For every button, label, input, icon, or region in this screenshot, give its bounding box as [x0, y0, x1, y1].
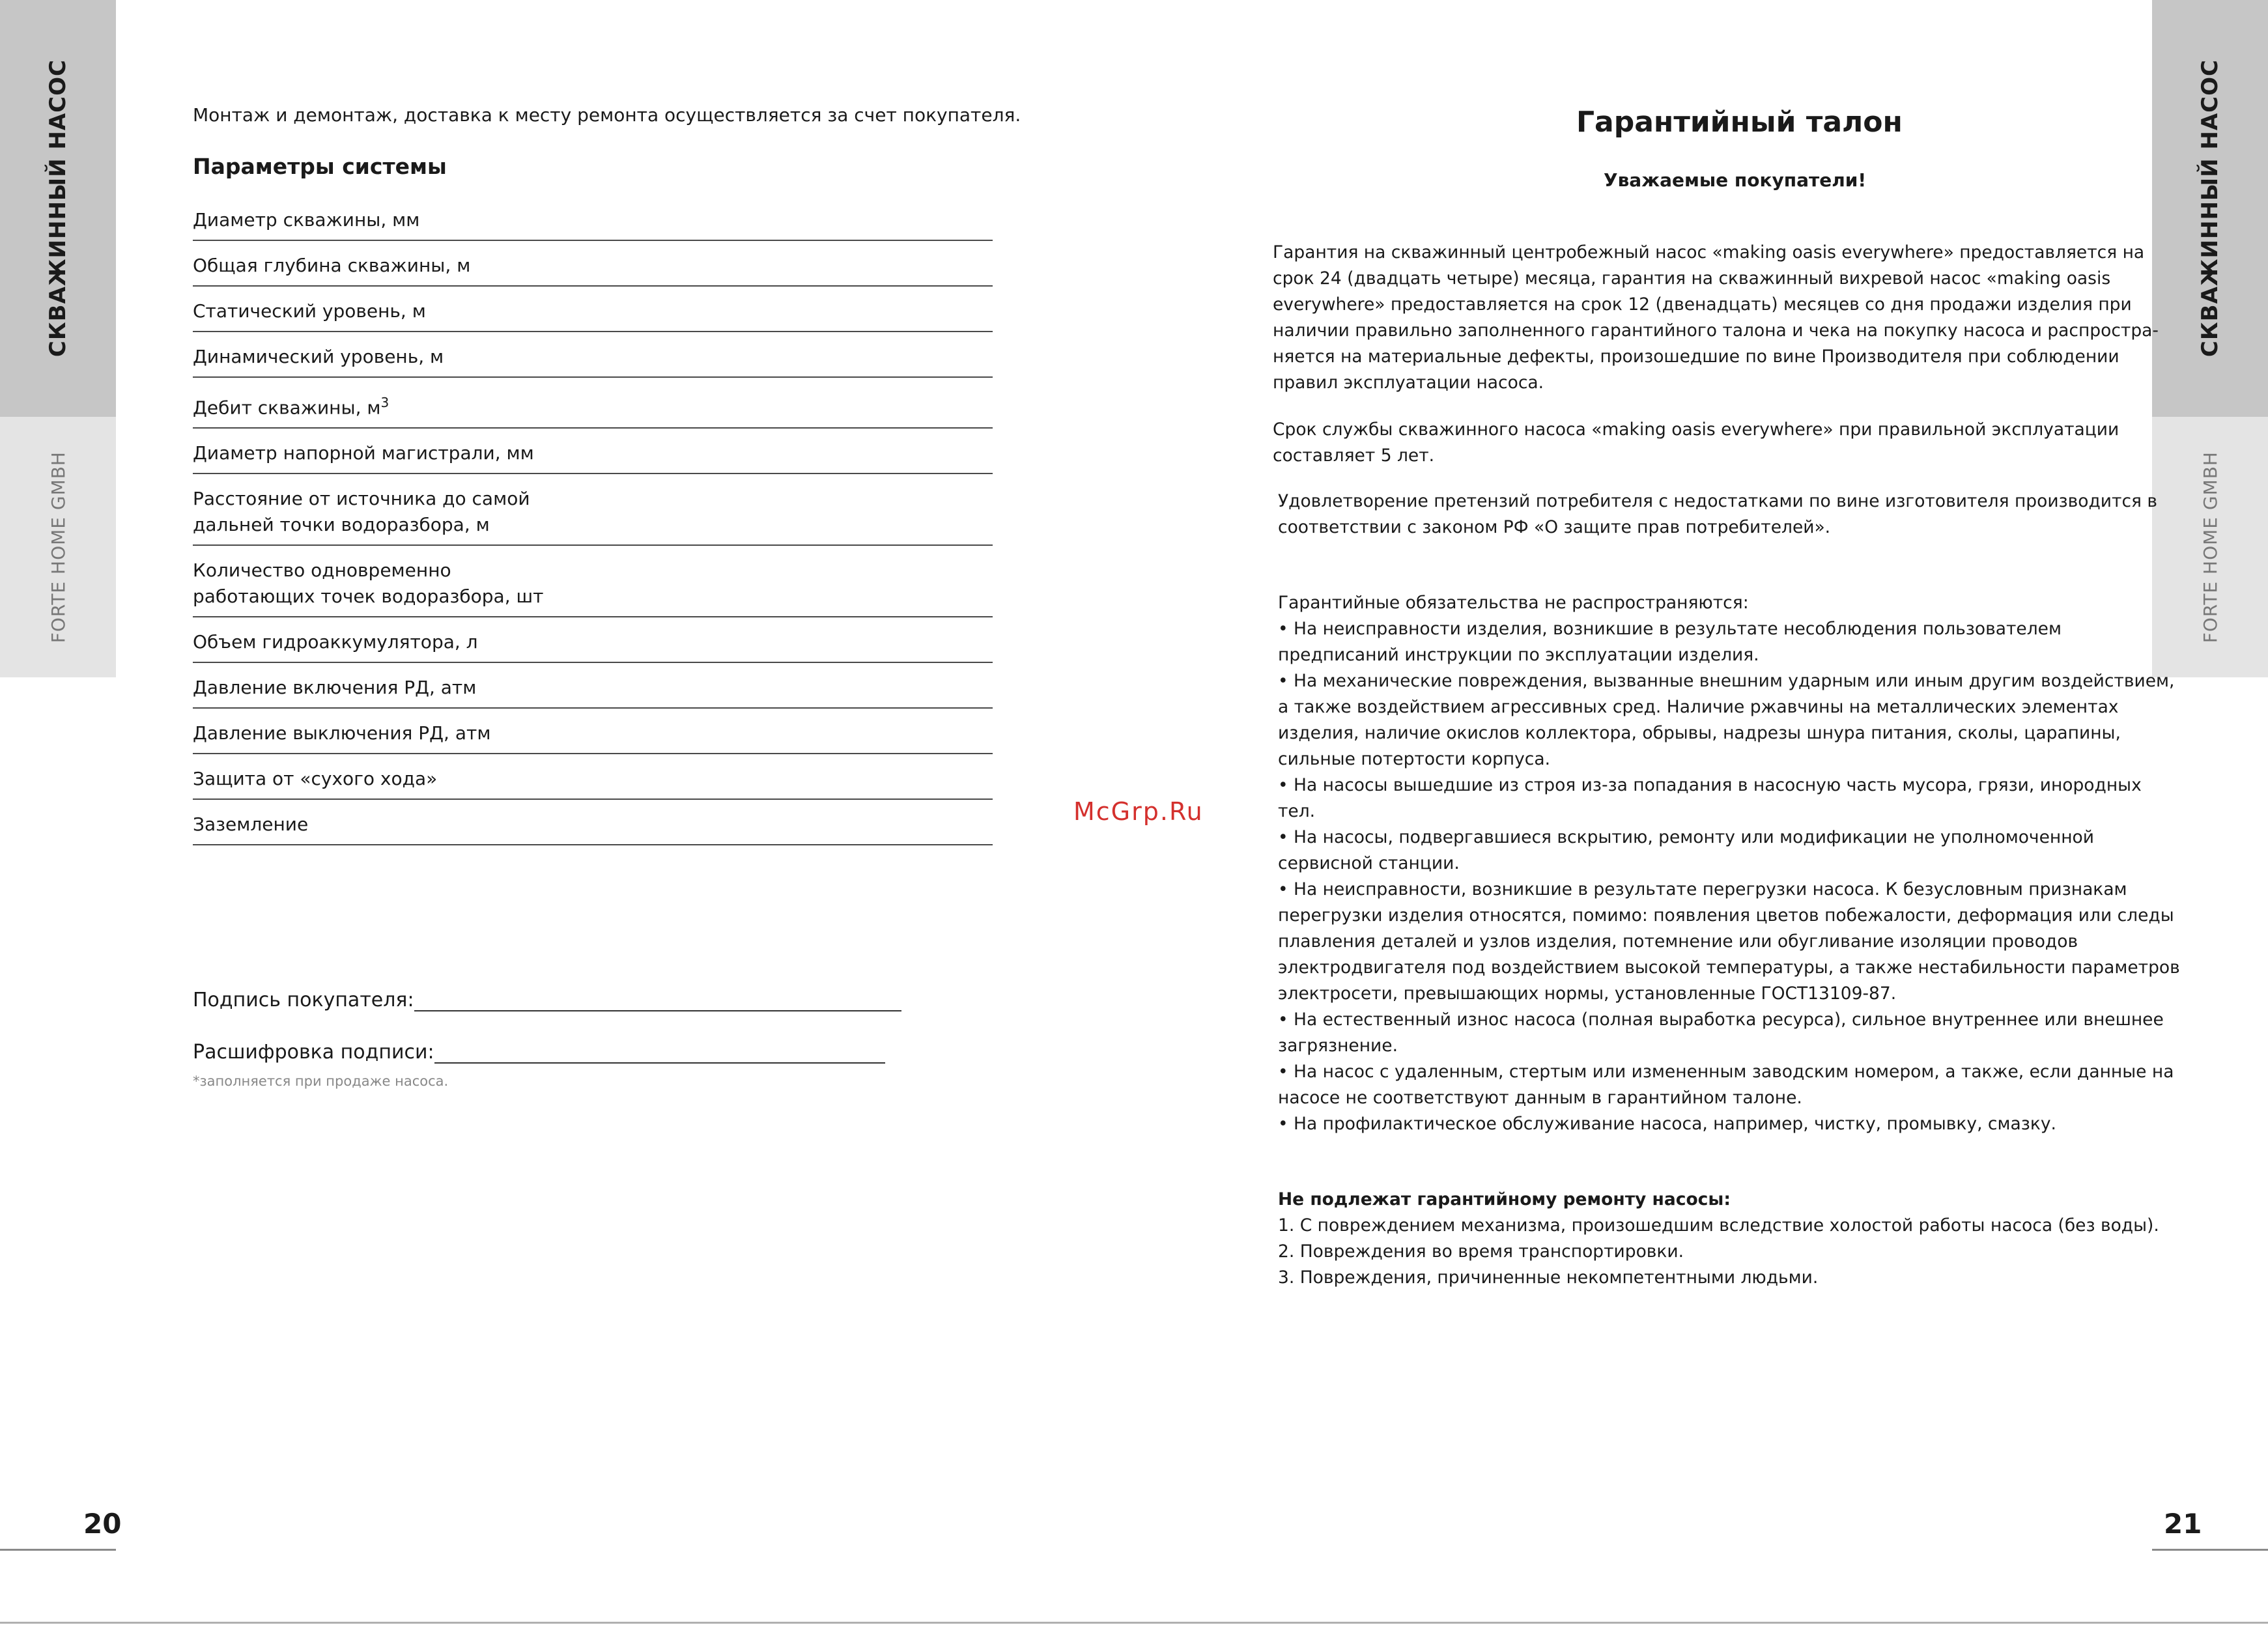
signature-label: Подпись покупателя:	[193, 989, 414, 1011]
watermark: McGrp.Ru	[1073, 797, 1204, 826]
page-rule-right	[2152, 1549, 2268, 1551]
right-sidebar-product: СКВАЖИННЫЙ НАСОС	[2197, 59, 2223, 358]
param-row[interactable]: Расстояние от источника до самой дальней точки водоразбора, м	[193, 474, 993, 546]
paragraph-warranty-terms: Гарантия на скважинный центробежный насос «making oasis everywhere» предоставляется на срок 24 (двадцать четыре) месяца, гарантия на скважинный вихревой насос «making oasis everywhere» предоставляется на срок 12 (двенадцать) месяцев со дня продажи изделия при наличии правильно заполненного гарантийного талона и чека на покупку насоса и распростра- няется на материальные дефекты, произошедшие по вине Производителя при соблюдении правил эксплуатации насоса.	[1273, 242, 2159, 393]
paragraph-non-warranty: Не подлежат гарантийному ремонту насосы: 1. С повреждением механизма, произошедшим вследствие холостой работы насоса (без воды). 2. Повреждения во время транспортировки. 3. Повреждения, причиненные некомпетентными людьми.	[1278, 1187, 2159, 1291]
footnote: *заполняется при продаже насоса.	[193, 1073, 449, 1089]
page-number-right: 21	[2164, 1508, 2202, 1540]
left-sidebar-product: СКВАЖИННЫЙ НАСОС	[45, 59, 71, 358]
bottom-rule	[0, 1622, 2268, 1624]
params-title: Параметры системы	[193, 154, 447, 179]
page-number-left: 20	[83, 1508, 122, 1540]
decoding-line[interactable]	[434, 1043, 885, 1064]
right-sidebar-company: FORTE HOME GMBH	[2199, 451, 2221, 643]
param-row[interactable]: Заземление	[193, 800, 993, 845]
warranty-subtitle: Уважаемые покупатели!	[1604, 169, 1867, 191]
left-sidebar-company: FORTE HOME GMBH	[47, 451, 69, 643]
decoding-label: Расшифровка подписи:	[193, 1041, 434, 1064]
param-row[interactable]: Защита от «сухого хода»	[193, 754, 993, 800]
param-row[interactable]: Количество одновременно работающих точек водоразбора, шт	[193, 546, 993, 617]
intro-text: Монтаж и демонтаж, доставка к месту ремонта осуществляется за счет покупателя.	[193, 104, 1021, 126]
page-rule-left	[0, 1549, 116, 1551]
params-list	[193, 195, 993, 845]
paragraph-exclusions: Гарантийные обязательства не распространяются: • На неисправности изделия, возникшие в результате несоблюдения пользователем предписаний инструкции по эксплуатации изделия. • На механические повреждения, вызванные внешним ударным или иным другим воздействием, а также воздействием агрессивных сред. Наличие ржавчины на металлических элементах изделия, наличие окислов коллектора, обрывы, надрезы шнура питания, сколы, царапины, сильные потертости корпуса. • На насосы вышедшие из строя из-за попадания в насосную часть мусора, грязи, инородных тел. • На насосы, подвергавшиеся вскрытию, ремонту или модификации не уполномоченной сервисной станции. • На неисправности, возникшие в результате перегрузки насоса. К безусловным признакам перегрузки изделия относятся, помимо: появления цветов побежалости, деформация или следы плавления деталей и узлов изделия, потемнение или обугливание изоляции проводов электродвигателя под воздействием высокой температуры, а также нестабильности параметров электросети, превышающих нормы, установленные ГОСТ13109-87. • На естественный износ насоса (полная выработка ресурса), сильное внутреннее или внешнее загрязнение. • На насос с удаленным, стертым или измененным заводским номером, а также, если данные на насосе не соответствуют данным в гарантийном талоне. • На профилактическое обслуживание насоса, например, чистку, промывку, смазку.	[1278, 593, 2180, 1134]
param-row[interactable]: Дебит скважины, $м^3$	[193, 378, 993, 429]
param-row[interactable]: Объем гидроаккумулятора, л	[193, 617, 993, 663]
param-row[interactable]: Диаметр скважины, мм	[193, 195, 993, 241]
paragraph-claims: Удовлетворение претензий потребителя с недостатками по вине изготовителя производится в соответствии с законом РФ «О защите прав потребителей».	[1278, 491, 2157, 537]
superscript: 3	[380, 395, 390, 410]
param-row[interactable]: Динамический уровень, м	[193, 332, 993, 378]
paragraph-service-life: Срок службы скважинного насоса «making oasis everywhere» при правильной эксплуатации составляет 5 лет.	[1273, 419, 2119, 466]
param-row[interactable]: Общая глубина скважины, м	[193, 241, 993, 287]
warranty-title: Гарантийный талон	[1576, 106, 1903, 139]
non-warranty-heading: Не подлежат гарантийному ремонту насосы:	[1278, 1189, 1731, 1209]
decoding-field[interactable]	[193, 1041, 885, 1064]
param-row[interactable]: Давление выключения РД, атм	[193, 709, 993, 754]
signature-field[interactable]	[193, 989, 901, 1011]
param-row[interactable]: Диаметр напорной магистрали, мм	[193, 429, 993, 474]
param-row[interactable]: Статический уровень, м	[193, 287, 993, 332]
signature-line[interactable]	[414, 991, 901, 1011]
param-row[interactable]: Давление включения РД, атм	[193, 663, 993, 709]
